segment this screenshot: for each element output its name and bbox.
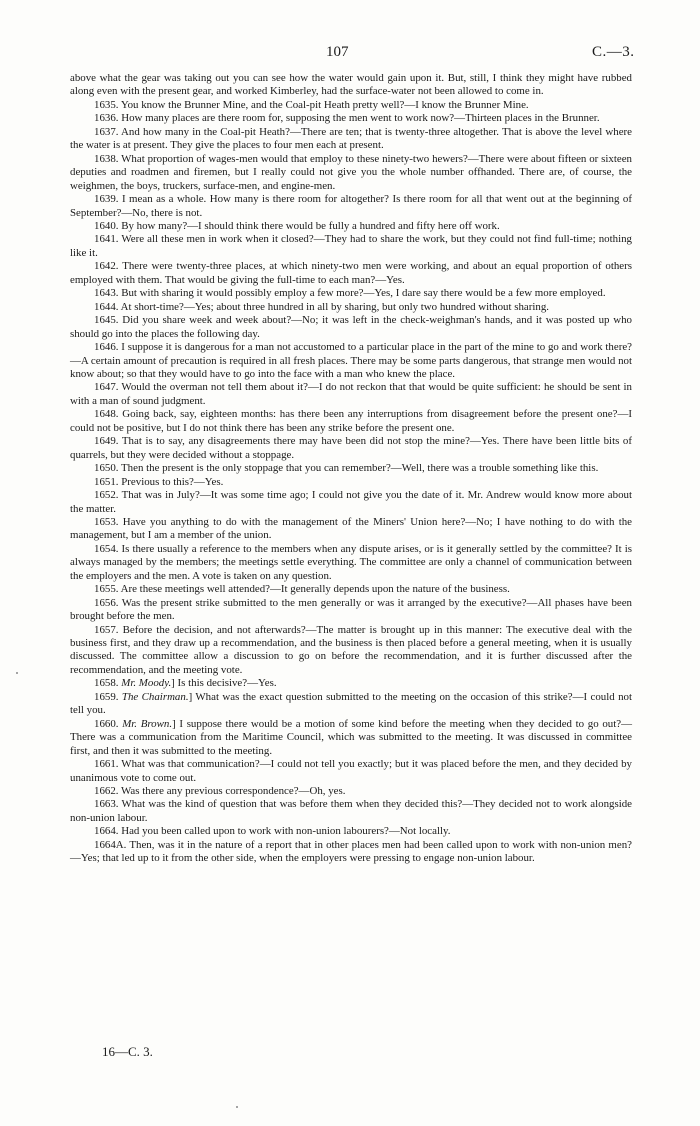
scan-speck [236,1106,238,1108]
testimony-paragraph: 1647. Would the overman not tell them about it?—I do not reckon that that would be quite sufficient: he should be sent in with a man of sound judgment. [70,381,632,407]
question-answer-list [70,99,632,677]
testimony-paragraph: 1649. That is to say, any disagreements there may have been did not stop the mine?—Yes. There have been little bits of quarrels, but they were decided without a stoppage. [70,435,632,461]
testimony-paragraph: 1662. Was there any previous correspondence?—Oh, yes. [94,785,346,798]
testimony-paragraph: 1645. Did you share week and week about?—No; it was left in the check-weighman's hands, and it was posted up who should go into the places the following day. [70,314,632,340]
testimony-paragraph: 1643. But with sharing it would possibly employ a few more?—Yes, I dare say there would be a few more employed. [94,287,606,300]
testimony-paragraph: 1635. You know the Brunner Mine, and the Coal-pit Heath pretty well?—I know the Brunner Mine. [94,98,529,111]
testimony-paragraph: 1638. What proportion of wages-men would that employ to these ninety-two hewers?—There were about fifteen or sixteen deputies and roadmen and firemen, but I really could not give you the whole number offhanded. There are, of course, the weighmen, the boys, truckers, surface-men, and engine-men. [70,152,632,192]
testimony-paragraph: 1641. Were all these men in work when it closed?—They had to share the work, but they could not find full-time; nothing like it. [70,233,632,259]
testimony-paragraph: 1651. Previous to this?—Yes. [94,475,224,488]
testimony-paragraph: 1653. Have you anything to do with the management of the Miners' Union here?—No; I have nothing to do with the management, but I am a member of the union. [70,515,632,542]
testimony-paragraph: 1644. At short-time?—Yes; about three hundred in all by sharing, but only two hundred without sharing. [94,300,550,313]
testimony-paragraph: 1639. I mean as a whole. How many is there room for altogether? Is there room for all that went out at the beginning of September?—No, there is not. [70,193,632,219]
testimony-paragraph: 1664. Had you been called upon to work with non-union labourers?—Not locally. [94,825,451,838]
testimony-paragraph: 1660. Mr. Brown.] I suppose there would be a motion of some kind before the meeting when they decided to go out?—There was a communication from the Maritime Council, which was submitted to the meeting. It was discussed in committee first, and then it was submitted to the meeting. [70,717,633,757]
question-number: 1658. [94,677,119,690]
question-number: 1660. [94,717,119,730]
question-number: 1659. [94,690,119,703]
question-text: I suppose there would be a motion of some kind before the meeting when they decided to go out?—There was a communication from the Maritime Council, which was submitted to the meeting. It was discussed in committee first, and then it was submitted to the meeting. [70,717,633,757]
question-answer-list-end [70,758,632,866]
intro-paragraph: above what the gear was taking out you can see how the water would gain upon it. But, still, I think they might have rubbed along even with the present gear, and worked Kimberley, had the surface-water not been allowed to come in. [70,72,632,98]
question-text: Is this decisive?—Yes. [177,677,277,690]
testimony-paragraph: 1661. What was that communication?—I could not tell you exactly; but it was placed before the men, and they decided by unanimous vote to come out. [70,758,632,784]
speaker-name: Mr. Moody. [121,677,172,690]
testimony-paragraph: 1655. Are these meetings well attended?—It generally depends upon the nature of the business. [94,583,510,596]
testimony-body [70,72,632,866]
testimony-paragraph: 1657. Before the decision, and not afterwards?—The matter is brought up in this manner: The executive deal with the business first, and they draw up a recommendation, and the business is then placed before a general meeting, when it is usually discussed. The committee allow a discussion to go on before the recommendation, and it is further discussed after the recommendation, and the meeting vote. [70,623,632,676]
testimony-paragraph: 1642. There were twenty-three places, at which ninety-two men were working, and about an equal proportion of others employed with them. That would be giving the full-time to each man?—Yes. [70,260,632,286]
testimony-paragraph: 1656. Was the present strike submitted to the men generally or was it arranged by the executive?—All phases have been brought before the men. [70,596,632,623]
testimony-paragraph: 1648. Going back, say, eighteen months: has there been any interruptions from disagreement before the present one?—I could not be positive, but I do not think there has been any strike before the present one. [70,408,632,434]
testimony-paragraph: 1659. The Chairman.] What was the exact question submitted to the meeting on the occasion of this strike?—I could not tell you. [70,690,632,717]
speaker-name: The Chairman. [121,690,189,703]
scan-speck [16,672,18,674]
series-reference: C.—3. [592,44,635,60]
testimony-paragraph: 1636. How many places are there room for, supposing the men went to work now?—Thirteen places in the Brunner. [94,112,600,125]
testimony-paragraph: 1663. What was the kind of question that was before them when they decided this?—They decided not to work alongside non-union labour. [70,798,632,824]
signature-mark: 16—C. 3. [102,1044,153,1059]
speaker-name: Mr. Brown. [122,717,173,730]
testimony-paragraph: 1654. Is there usually a reference to the members when any dispute arises, or is it generally settled by the committee? It is always managed by the members; the meetings settle everything. The committee are only a channel of communication between the employers and the men. A vote is taken on any question. [70,542,632,582]
testimony-paragraph: 1658. Mr. Moody.] Is this decisive?—Yes. [94,677,277,690]
question-text: What was the exact question submitted to the meeting on the occasion of this strike?—I could not tell you. [70,690,632,717]
testimony-paragraph: 1652. That was in July?—It was some time ago; I could not give you the date of it. Mr. Andrew would know more about the matter. [70,489,632,515]
page-number: 107 [326,44,349,60]
testimony-paragraph: 1650. Then the present is the only stoppage that you can remember?—Well, there was a trouble something like this. [94,462,599,475]
testimony-paragraph: 1640. By how many?—I should think there would be fully a hundred and fifty here off work. [94,219,500,232]
testimony-paragraph: 1637. And how many in the Coal-pit Heath?—There are ten; that is twenty-three altogether. That is above the level where the water is at present. They give the places to four men each at present. [70,125,632,152]
testimony-paragraph: 1664A. Then, was it in the nature of a report that in other places men had been called upon to work with non-union men?—Yes; that led up to it from the other side, when the employers were pressing to engage non-union labour. [70,838,632,865]
testimony-paragraph: 1646. I suppose it is dangerous for a man not accustomed to a particular place in the part of the mine to go and work there?—A certain amount of precaution is required in all fresh places. There may be some parts dangerous, that strange men would not know about; so that they would have to go into the face with a man who knew the place. [70,341,632,380]
